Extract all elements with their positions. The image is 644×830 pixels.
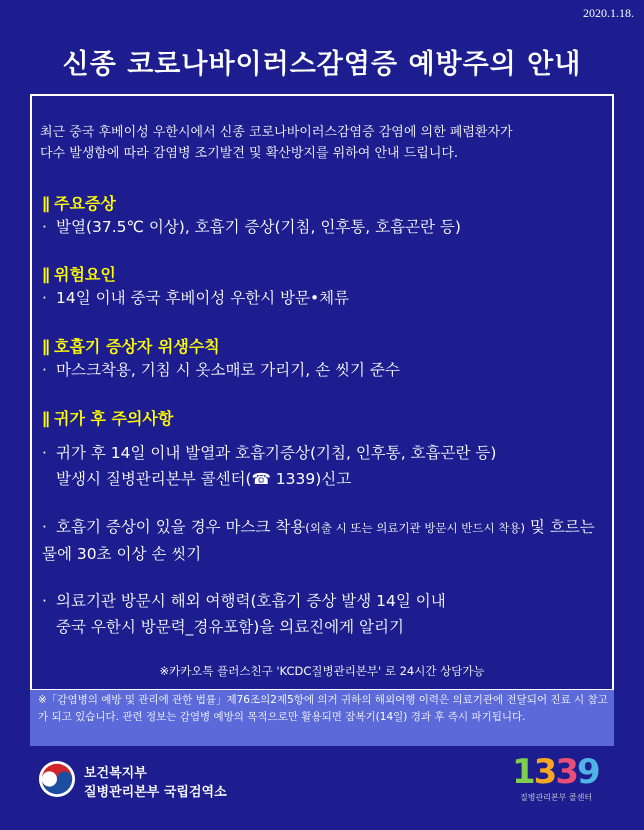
call-digit: 3: [555, 752, 578, 792]
return-item-1: [42, 440, 608, 492]
item-text: 발열(37.5℃ 이상), 호흡기 증상(기침, 인후통, 호흡곤란 등): [56, 218, 461, 236]
hygiene-item: [42, 357, 608, 383]
section-title: 위험요인: [54, 265, 116, 284]
section-title: 호흡기 증상자 위생수칙: [54, 337, 220, 356]
section-heading-symptoms: [42, 191, 116, 214]
bullet-icon: ·: [42, 361, 47, 379]
page-title: 신종 코로나바이러스감염증 예방주의 안내: [62, 49, 582, 80]
kakao-notice: ※카카오톡 플러스친구 'KCDC질병관리본부' 로 24시간 상담가능: [159, 664, 485, 678]
item-text-tail: 및 흐르는 물에 30초 이상 손 씻기: [42, 518, 595, 563]
section-title: 주요증상: [54, 194, 116, 213]
section-bar-icon: ∥: [42, 265, 50, 284]
item-text-cont: 발생시 질병관리본부 콜센터(☎ 1339)신고: [56, 470, 352, 488]
call-digit: 9: [577, 752, 599, 792]
intro-text: [40, 122, 610, 164]
item-text: 귀가 후 14일 이내 발열과 호흡기증상(기침, 인후통, 호흡곤란 등): [56, 444, 497, 462]
item-text: 14일 이내 중국 후베이성 우한시 방문•체류: [56, 289, 350, 307]
item-text: 의료기관 방문시 해외 여행력(호흡기 증상 발생 14일 이내: [56, 592, 446, 610]
date-label: 2020.1.18.: [583, 6, 634, 20]
section-heading-risk: [42, 262, 116, 285]
bullet-icon: ·: [42, 289, 47, 307]
call-digit: 3: [533, 752, 556, 792]
bullet-icon: ·: [42, 444, 47, 462]
section-heading-return: [42, 406, 173, 429]
footer: [0, 752, 644, 830]
ministry-name: 보건복지부: [84, 766, 147, 781]
intro-line-2: 다수 발생함에 따라 감염병 조기발견 및 확산방지를 위하여 안내 드립니다.: [40, 146, 459, 161]
section-bar-icon: ∥: [42, 409, 50, 428]
bullet-icon: ·: [42, 592, 47, 610]
symptoms-item: [42, 214, 608, 240]
bullet-icon: ·: [42, 518, 47, 536]
government-emblem-icon: [38, 760, 76, 798]
item-text-cont: 중국 우한시 방문력_경유포함)을 의료진에게 알리기: [56, 618, 404, 636]
agency-name: 질병관리본부 국립검역소: [84, 785, 227, 800]
item-text: 호흡기 증상이 있을 경우 마스크 착용: [56, 518, 306, 536]
risk-item: [42, 285, 608, 311]
item-small-text: (외출 시 또는 의료기관 방문시 반드시 착용): [305, 521, 525, 535]
callcenter-logo: [512, 752, 599, 792]
section-title: 귀가 후 주의사항: [54, 409, 174, 428]
return-item-2: [42, 514, 608, 567]
content-panel: [30, 94, 614, 691]
section-heading-hygiene: [42, 334, 220, 357]
return-item-3: [42, 588, 608, 640]
section-bar-icon: ∥: [42, 337, 50, 356]
privacy-note: ※「감염병의 예방 및 관리에 관한 법률」제76조의2제5항에 의거 귀하의 해외여행 이력은 의료기관에 전달되어 진료 시 참고가 되고 있습니다. 관련 정보는 감염병 예방의 목적으로만 활용되면 잠복기(14일) 경과 후 즉시 파기됩니다.: [30, 690, 614, 746]
callcenter-caption: 질병관리본부 콜센터: [520, 793, 593, 802]
call-digit: 1: [512, 752, 534, 792]
bullet-icon: ·: [42, 218, 47, 236]
section-bar-icon: ∥: [42, 194, 50, 213]
intro-line-1: 최근 중국 후베이성 우한시에서 신종 코로나바이러스감염증 감염에 의한 폐렴환자가: [40, 125, 513, 140]
item-text: 마스크착용, 기침 시 옷소매로 가리기, 손 씻기 준수: [56, 361, 400, 379]
